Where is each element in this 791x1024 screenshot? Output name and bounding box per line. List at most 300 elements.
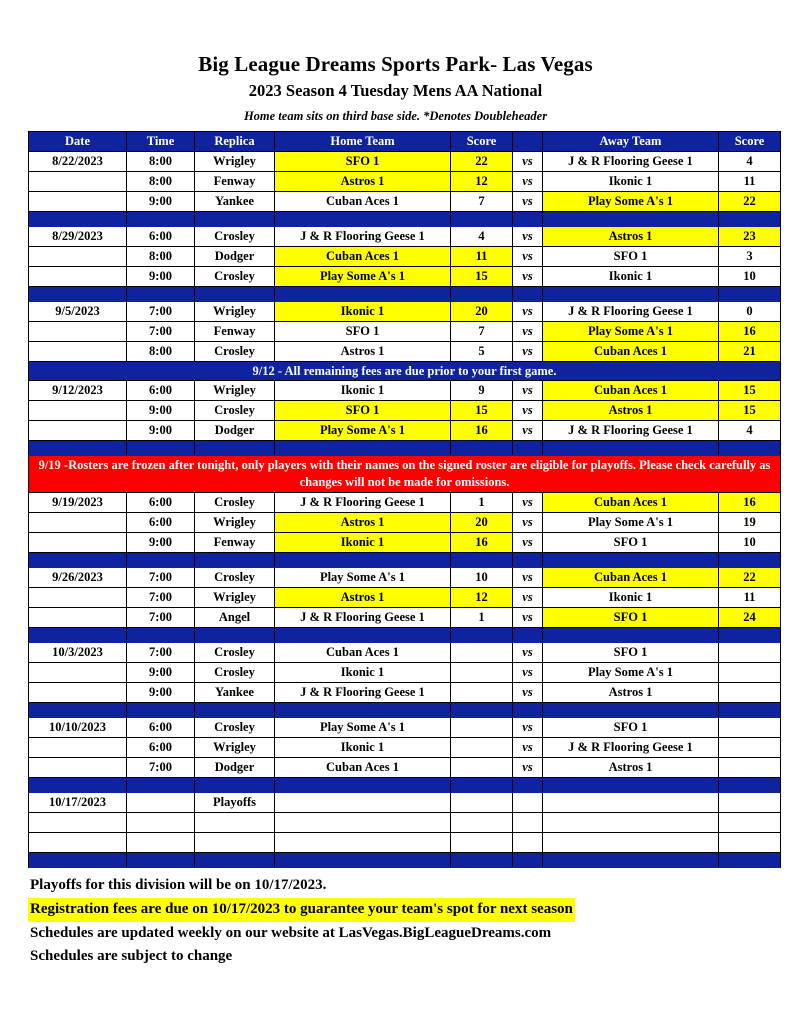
separator-cell bbox=[127, 441, 195, 456]
cell-time: 9:00 bbox=[127, 267, 195, 287]
cell-home-team: Play Some A's 1 bbox=[275, 267, 451, 287]
cell-home-team: Astros 1 bbox=[275, 588, 451, 608]
page-subtitle: 2023 Season 4 Tuesday Mens AA National bbox=[248, 81, 543, 101]
cell-replica: Yankee bbox=[195, 683, 275, 703]
roster-freeze-notice-row bbox=[29, 456, 781, 493]
separator-cell bbox=[451, 853, 513, 868]
cell-away-team: SFO 1 bbox=[543, 608, 719, 628]
cell-vs: vs bbox=[513, 738, 543, 758]
cell-time: 7:00 bbox=[127, 302, 195, 322]
cell-home-score bbox=[451, 738, 513, 758]
cell-home-team: J & R Flooring Geese 1 bbox=[275, 683, 451, 703]
cell-date bbox=[29, 533, 127, 553]
cell-time: 9:00 bbox=[127, 421, 195, 441]
separator-cell bbox=[719, 553, 781, 568]
separator-cell bbox=[543, 441, 719, 456]
separator-cell bbox=[719, 212, 781, 227]
cell-time: 6:00 bbox=[127, 227, 195, 247]
cell-away-score bbox=[719, 683, 781, 703]
cell-vs: vs bbox=[513, 663, 543, 683]
cell-time: 9:00 bbox=[127, 192, 195, 212]
separator-cell bbox=[29, 287, 127, 302]
cell-time: 6:00 bbox=[127, 513, 195, 533]
cell-away-score bbox=[719, 793, 781, 813]
separator-cell bbox=[451, 703, 513, 718]
separator-cell bbox=[719, 628, 781, 643]
cell-home-team: SFO 1 bbox=[275, 401, 451, 421]
cell-vs: vs bbox=[513, 172, 543, 192]
cell-home-score bbox=[451, 683, 513, 703]
cell-replica: Wrigley bbox=[195, 302, 275, 322]
week-separator bbox=[29, 853, 781, 868]
separator-cell bbox=[543, 553, 719, 568]
separator-cell bbox=[127, 703, 195, 718]
cell-home-team: Cuban Aces 1 bbox=[275, 643, 451, 663]
cell-vs: vs bbox=[513, 342, 543, 362]
cell-away-score: 19 bbox=[719, 513, 781, 533]
fees-notice-text: 9/12 - All remaining fees are due prior to your first game. bbox=[29, 362, 781, 381]
cell-replica: Yankee bbox=[195, 192, 275, 212]
separator-cell bbox=[127, 853, 195, 868]
cell-away-team bbox=[543, 793, 719, 813]
cell-time: 6:00 bbox=[127, 493, 195, 513]
cell-away-score: 11 bbox=[719, 172, 781, 192]
separator-cell bbox=[29, 553, 127, 568]
cell-replica: Crosley bbox=[195, 267, 275, 287]
table-row bbox=[29, 608, 781, 628]
separator-cell bbox=[275, 553, 451, 568]
cell-vs: vs bbox=[513, 322, 543, 342]
separator-cell bbox=[513, 853, 543, 868]
cell-away-team: Cuban Aces 1 bbox=[543, 381, 719, 401]
cell-home-team bbox=[275, 793, 451, 813]
separator-cell bbox=[127, 287, 195, 302]
cell-away-team: Ikonic 1 bbox=[543, 267, 719, 287]
separator-cell bbox=[127, 212, 195, 227]
cell-home-team: Cuban Aces 1 bbox=[275, 192, 451, 212]
cell-replica: Fenway bbox=[195, 322, 275, 342]
table-row bbox=[29, 322, 781, 342]
cell-date: 8/29/2023 bbox=[29, 227, 127, 247]
separator-cell bbox=[543, 853, 719, 868]
separator-cell bbox=[195, 703, 275, 718]
separator-cell bbox=[513, 441, 543, 456]
cell-time: 6:00 bbox=[127, 718, 195, 738]
table-row bbox=[29, 643, 781, 663]
cell-home-score: 4 bbox=[451, 227, 513, 247]
cell-home-team: Astros 1 bbox=[275, 342, 451, 362]
cell-away-team: Cuban Aces 1 bbox=[543, 342, 719, 362]
separator-cell bbox=[275, 628, 451, 643]
cell-date bbox=[29, 758, 127, 778]
cell-time: 6:00 bbox=[127, 738, 195, 758]
cell-home-team: SFO 1 bbox=[275, 152, 451, 172]
cell-date bbox=[29, 608, 127, 628]
cell-vs: vs bbox=[513, 192, 543, 212]
table-row bbox=[29, 152, 781, 172]
separator-cell bbox=[127, 553, 195, 568]
separator-cell bbox=[719, 441, 781, 456]
cell-date bbox=[29, 663, 127, 683]
separator-cell bbox=[29, 778, 127, 793]
footer-registration-note: Registration fees are due on 10/17/2023 to guarantee your team's spot for next season bbox=[28, 898, 575, 922]
column-header-date: Date bbox=[29, 132, 127, 152]
cell-replica: Wrigley bbox=[195, 588, 275, 608]
table-row bbox=[29, 663, 781, 683]
cell-date: 9/5/2023 bbox=[29, 302, 127, 322]
week-separator bbox=[29, 212, 781, 227]
cell-replica: Fenway bbox=[195, 533, 275, 553]
separator-cell bbox=[195, 778, 275, 793]
cell-home-team: J & R Flooring Geese 1 bbox=[275, 493, 451, 513]
week-separator bbox=[29, 553, 781, 568]
cell-time: 6:00 bbox=[127, 381, 195, 401]
empty-cell bbox=[513, 833, 543, 853]
separator-cell bbox=[195, 441, 275, 456]
cell-away-team: Play Some A's 1 bbox=[543, 322, 719, 342]
cell-replica: Angel bbox=[195, 608, 275, 628]
table-row bbox=[29, 267, 781, 287]
separator-cell bbox=[543, 212, 719, 227]
cell-vs: vs bbox=[513, 608, 543, 628]
cell-vs: vs bbox=[513, 381, 543, 401]
cell-away-score: 11 bbox=[719, 588, 781, 608]
empty-cell bbox=[29, 833, 127, 853]
separator-cell bbox=[543, 778, 719, 793]
empty-cell bbox=[195, 813, 275, 833]
cell-vs: vs bbox=[513, 493, 543, 513]
cell-away-score: 22 bbox=[719, 192, 781, 212]
fees-notice-row bbox=[29, 362, 781, 381]
cell-vs: vs bbox=[513, 513, 543, 533]
empty-cell bbox=[543, 813, 719, 833]
separator-cell bbox=[513, 553, 543, 568]
table-row bbox=[29, 493, 781, 513]
separator-cell bbox=[127, 778, 195, 793]
cell-date bbox=[29, 247, 127, 267]
cell-away-team: J & R Flooring Geese 1 bbox=[543, 421, 719, 441]
table-row bbox=[29, 192, 781, 212]
cell-home-team: Ikonic 1 bbox=[275, 738, 451, 758]
cell-away-team: SFO 1 bbox=[543, 533, 719, 553]
table-row bbox=[29, 683, 781, 703]
cell-home-score: 16 bbox=[451, 533, 513, 553]
table-row bbox=[29, 738, 781, 758]
cell-date bbox=[29, 401, 127, 421]
cell-time: 8:00 bbox=[127, 247, 195, 267]
cell-home-score: 1 bbox=[451, 493, 513, 513]
cell-time: 9:00 bbox=[127, 401, 195, 421]
cell-away-score bbox=[719, 663, 781, 683]
week-separator bbox=[29, 441, 781, 456]
table-row bbox=[29, 381, 781, 401]
table-row bbox=[29, 342, 781, 362]
cell-replica: Playoffs bbox=[195, 793, 275, 813]
cell-replica: Dodger bbox=[195, 247, 275, 267]
cell-date: 10/17/2023 bbox=[29, 793, 127, 813]
cell-away-team: SFO 1 bbox=[543, 247, 719, 267]
separator-cell bbox=[29, 628, 127, 643]
separator-cell bbox=[513, 628, 543, 643]
cell-away-score: 22 bbox=[719, 568, 781, 588]
cell-vs: vs bbox=[513, 588, 543, 608]
cell-vs: vs bbox=[513, 421, 543, 441]
table-row bbox=[29, 568, 781, 588]
cell-away-team: Ikonic 1 bbox=[543, 588, 719, 608]
cell-time: 9:00 bbox=[127, 683, 195, 703]
cell-away-team: Play Some A's 1 bbox=[543, 663, 719, 683]
cell-time: 8:00 bbox=[127, 172, 195, 192]
cell-vs: vs bbox=[513, 227, 543, 247]
cell-replica: Crosley bbox=[195, 663, 275, 683]
cell-vs: vs bbox=[513, 643, 543, 663]
table-row bbox=[29, 758, 781, 778]
cell-home-score: 15 bbox=[451, 401, 513, 421]
separator-cell bbox=[543, 628, 719, 643]
cell-home-team: Play Some A's 1 bbox=[275, 421, 451, 441]
separator-cell bbox=[719, 703, 781, 718]
cell-time: 8:00 bbox=[127, 152, 195, 172]
table-row bbox=[29, 247, 781, 267]
table-row bbox=[29, 793, 781, 813]
cell-home-score: 10 bbox=[451, 568, 513, 588]
separator-cell bbox=[275, 778, 451, 793]
empty-cell bbox=[719, 813, 781, 833]
page-title: Big League Dreams Sports Park- Las Vegas bbox=[198, 52, 593, 76]
cell-date bbox=[29, 588, 127, 608]
cell-home-team: Ikonic 1 bbox=[275, 663, 451, 683]
empty-cell bbox=[195, 833, 275, 853]
empty-cell bbox=[275, 813, 451, 833]
cell-date bbox=[29, 421, 127, 441]
cell-date: 9/12/2023 bbox=[29, 381, 127, 401]
cell-home-team: Play Some A's 1 bbox=[275, 568, 451, 588]
separator-cell bbox=[29, 853, 127, 868]
separator-cell bbox=[275, 287, 451, 302]
separator-cell bbox=[451, 287, 513, 302]
cell-time: 7:00 bbox=[127, 588, 195, 608]
cell-replica: Wrigley bbox=[195, 381, 275, 401]
cell-home-score: 22 bbox=[451, 152, 513, 172]
cell-date: 9/26/2023 bbox=[29, 568, 127, 588]
separator-cell bbox=[513, 703, 543, 718]
separator-cell bbox=[543, 703, 719, 718]
week-separator bbox=[29, 778, 781, 793]
cell-date bbox=[29, 192, 127, 212]
cell-away-team: SFO 1 bbox=[543, 718, 719, 738]
week-separator bbox=[29, 703, 781, 718]
table-row bbox=[29, 172, 781, 192]
cell-home-team: J & R Flooring Geese 1 bbox=[275, 608, 451, 628]
cell-vs: vs bbox=[513, 152, 543, 172]
cell-away-score: 15 bbox=[719, 381, 781, 401]
cell-home-team: Ikonic 1 bbox=[275, 381, 451, 401]
separator-cell bbox=[195, 853, 275, 868]
separator-cell bbox=[451, 441, 513, 456]
cell-away-score: 10 bbox=[719, 533, 781, 553]
week-separator bbox=[29, 287, 781, 302]
cell-away-score: 24 bbox=[719, 608, 781, 628]
cell-vs bbox=[513, 793, 543, 813]
separator-cell bbox=[719, 287, 781, 302]
cell-home-score bbox=[451, 793, 513, 813]
cell-away-score bbox=[719, 718, 781, 738]
cell-vs: vs bbox=[513, 247, 543, 267]
cell-home-team: Ikonic 1 bbox=[275, 302, 451, 322]
cell-home-score bbox=[451, 643, 513, 663]
table-row bbox=[29, 588, 781, 608]
cell-away-score: 23 bbox=[719, 227, 781, 247]
cell-replica: Crosley bbox=[195, 401, 275, 421]
separator-cell bbox=[29, 441, 127, 456]
cell-away-team: Cuban Aces 1 bbox=[543, 568, 719, 588]
cell-away-score bbox=[719, 758, 781, 778]
empty-cell bbox=[719, 833, 781, 853]
column-header-away-score: Score bbox=[719, 132, 781, 152]
cell-home-team: Play Some A's 1 bbox=[275, 718, 451, 738]
cell-replica: Fenway bbox=[195, 172, 275, 192]
footer-notes bbox=[28, 874, 763, 969]
separator-cell bbox=[451, 778, 513, 793]
cell-date bbox=[29, 342, 127, 362]
table-body bbox=[29, 152, 781, 868]
cell-vs: vs bbox=[513, 683, 543, 703]
cell-away-team: Ikonic 1 bbox=[543, 172, 719, 192]
cell-home-score: 7 bbox=[451, 322, 513, 342]
cell-away-score: 21 bbox=[719, 342, 781, 362]
cell-home-score: 1 bbox=[451, 608, 513, 628]
cell-away-score: 3 bbox=[719, 247, 781, 267]
separator-cell bbox=[29, 703, 127, 718]
cell-date bbox=[29, 513, 127, 533]
separator-cell bbox=[275, 441, 451, 456]
empty-cell bbox=[451, 833, 513, 853]
cell-date bbox=[29, 683, 127, 703]
cell-home-score: 9 bbox=[451, 381, 513, 401]
cell-date: 8/22/2023 bbox=[29, 152, 127, 172]
separator-cell bbox=[719, 778, 781, 793]
empty-cell bbox=[543, 833, 719, 853]
empty-cell bbox=[275, 833, 451, 853]
cell-home-score: 12 bbox=[451, 172, 513, 192]
cell-away-team: J & R Flooring Geese 1 bbox=[543, 738, 719, 758]
cell-away-score bbox=[719, 643, 781, 663]
table-row bbox=[29, 302, 781, 322]
separator-cell bbox=[513, 287, 543, 302]
cell-home-team: J & R Flooring Geese 1 bbox=[275, 227, 451, 247]
table-row bbox=[29, 227, 781, 247]
cell-away-team: Play Some A's 1 bbox=[543, 513, 719, 533]
cell-away-team: Astros 1 bbox=[543, 401, 719, 421]
separator-cell bbox=[195, 212, 275, 227]
table-row bbox=[29, 813, 781, 833]
table-row bbox=[29, 421, 781, 441]
cell-away-score: 4 bbox=[719, 152, 781, 172]
cell-date: 10/10/2023 bbox=[29, 718, 127, 738]
cell-time: 7:00 bbox=[127, 322, 195, 342]
cell-home-score bbox=[451, 663, 513, 683]
cell-away-team: Astros 1 bbox=[543, 758, 719, 778]
cell-home-score: 16 bbox=[451, 421, 513, 441]
cell-replica: Wrigley bbox=[195, 152, 275, 172]
separator-cell bbox=[513, 778, 543, 793]
cell-away-score bbox=[719, 738, 781, 758]
empty-cell bbox=[127, 813, 195, 833]
cell-away-score: 16 bbox=[719, 322, 781, 342]
cell-time: 7:00 bbox=[127, 643, 195, 663]
separator-cell bbox=[275, 703, 451, 718]
table-header bbox=[29, 132, 781, 152]
cell-home-score bbox=[451, 758, 513, 778]
cell-away-team: J & R Flooring Geese 1 bbox=[543, 302, 719, 322]
cell-away-score: 10 bbox=[719, 267, 781, 287]
cell-vs: vs bbox=[513, 401, 543, 421]
cell-replica: Dodger bbox=[195, 758, 275, 778]
cell-away-team: Play Some A's 1 bbox=[543, 192, 719, 212]
separator-cell bbox=[195, 628, 275, 643]
cell-away-team: Cuban Aces 1 bbox=[543, 493, 719, 513]
separator-cell bbox=[29, 212, 127, 227]
cell-away-score: 4 bbox=[719, 421, 781, 441]
cell-home-team: Cuban Aces 1 bbox=[275, 247, 451, 267]
separator-cell bbox=[127, 628, 195, 643]
cell-replica: Crosley bbox=[195, 568, 275, 588]
cell-away-team: Astros 1 bbox=[543, 227, 719, 247]
table-row bbox=[29, 513, 781, 533]
empty-cell bbox=[513, 813, 543, 833]
table-row bbox=[29, 533, 781, 553]
empty-cell bbox=[29, 813, 127, 833]
cell-time: 7:00 bbox=[127, 568, 195, 588]
cell-home-score: 11 bbox=[451, 247, 513, 267]
column-header-home-score: Score bbox=[451, 132, 513, 152]
column-header-home-team: Home Team bbox=[275, 132, 451, 152]
cell-time: 7:00 bbox=[127, 758, 195, 778]
cell-time: 9:00 bbox=[127, 663, 195, 683]
separator-cell bbox=[451, 628, 513, 643]
empty-cell bbox=[451, 813, 513, 833]
separator-cell bbox=[543, 287, 719, 302]
cell-away-team: J & R Flooring Geese 1 bbox=[543, 152, 719, 172]
separator-cell bbox=[275, 212, 451, 227]
cell-replica: Crosley bbox=[195, 342, 275, 362]
footer-website-note: Schedules are updated weekly on our website at LasVegas.BigLeagueDreams.com bbox=[30, 924, 552, 941]
cell-vs: vs bbox=[513, 718, 543, 738]
cell-away-team: SFO 1 bbox=[543, 643, 719, 663]
cell-home-score bbox=[451, 718, 513, 738]
cell-vs: vs bbox=[513, 758, 543, 778]
cell-replica: Crosley bbox=[195, 718, 275, 738]
cell-home-team: Cuban Aces 1 bbox=[275, 758, 451, 778]
cell-time bbox=[127, 793, 195, 813]
cell-replica: Crosley bbox=[195, 493, 275, 513]
cell-vs: vs bbox=[513, 568, 543, 588]
table-row bbox=[29, 401, 781, 421]
cell-away-score: 15 bbox=[719, 401, 781, 421]
cell-date: 10/3/2023 bbox=[29, 643, 127, 663]
cell-time: 9:00 bbox=[127, 533, 195, 553]
cell-home-score: 15 bbox=[451, 267, 513, 287]
cell-replica: Crosley bbox=[195, 643, 275, 663]
cell-away-score: 16 bbox=[719, 493, 781, 513]
week-separator bbox=[29, 628, 781, 643]
cell-vs: vs bbox=[513, 533, 543, 553]
cell-home-team: SFO 1 bbox=[275, 322, 451, 342]
table-row bbox=[29, 833, 781, 853]
column-header-replica: Replica bbox=[195, 132, 275, 152]
cell-home-score: 5 bbox=[451, 342, 513, 362]
cell-home-score: 20 bbox=[451, 513, 513, 533]
